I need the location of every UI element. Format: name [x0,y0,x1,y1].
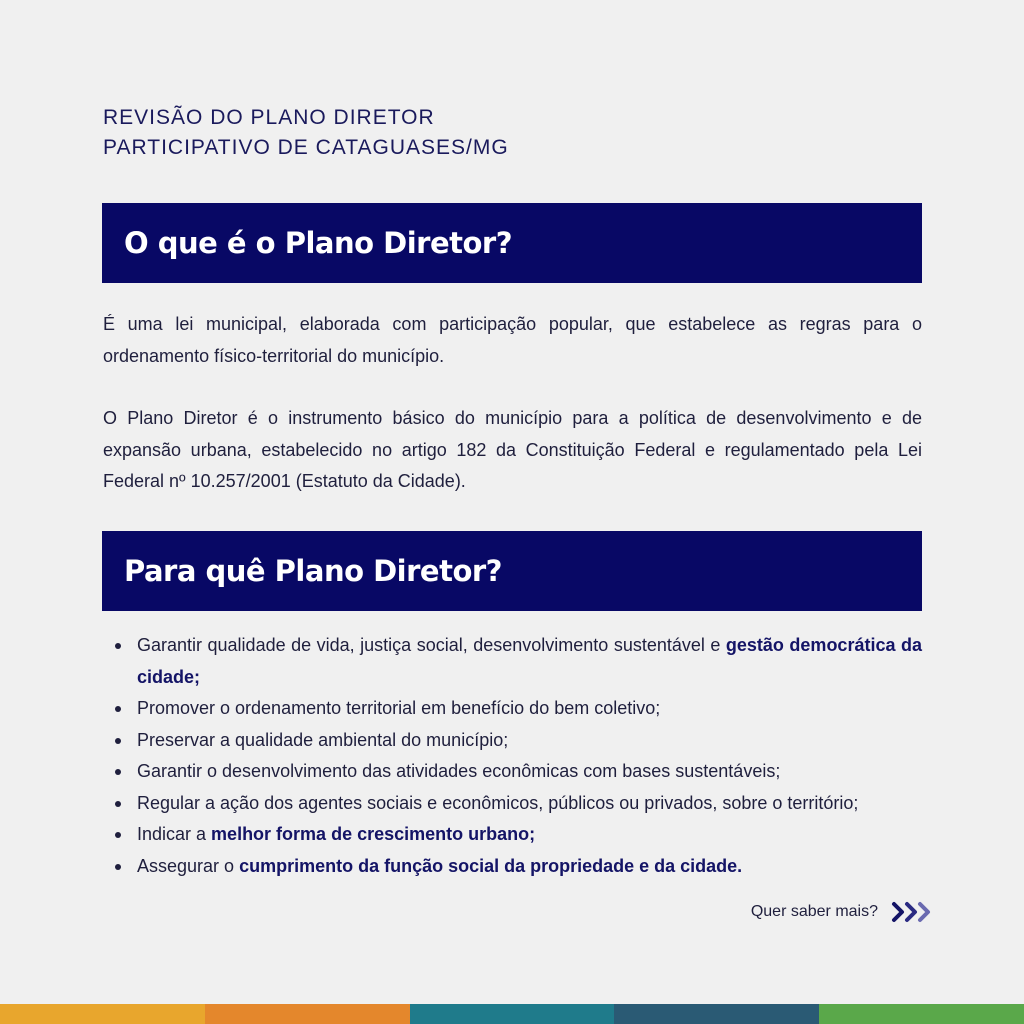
list-item [113,788,922,820]
list-item-text: Assegurar o [137,855,240,876]
bullet-icon [115,738,121,744]
list-item-text: Promover o ordenamento territorial em benefício do bem coletivo; [137,698,661,718]
list-item-emphasis: gestão democrática da cidade; [137,635,922,687]
list-item [113,725,922,757]
footer-color-segment [410,1004,615,1024]
list-item-emphasis: cumprimento da função social da propriedade e da cidade. [239,855,743,876]
bullet-icon [115,832,121,838]
page-title-line-2: PARTICIPATIVO DE CATAGUASES/MG [103,136,509,159]
list-item [113,756,922,788]
list-item [113,693,922,725]
list-item-emphasis: melhor forma de crescimento urbano; [211,824,536,844]
paragraph: É uma lei municipal, elaborada com participação popular, que estabelece as regras para o ordenamento físico-territorial do município. [103,314,922,366]
list-item-text: Garantir o desenvolvimento das atividades econômicas com bases sustentáveis; [137,761,781,781]
list-item-text: Regular a ação dos agentes sociais e econômicos, públicos ou privados, sobre o território; [137,792,859,813]
footer-color-segment [0,1004,205,1024]
bullet-icon [115,864,121,870]
paragraph: O Plano Diretor é o instrumento básico do município para a política de desenvolvimento e de expansão urbana, estabelecido no artigo 182 da Constituição Federal e regulamentado pela Lei Federal nº 10.257/2001 (Estatuto da Cidade). [103,408,922,491]
footer-color-bar [0,1004,1024,1024]
section-heading: O que é o Plano Diretor? [124,226,513,260]
page-title-line-1: REVISÃO DO PLANO DIRETOR [103,106,435,129]
page-title [103,103,509,163]
list-item-text: Preservar a qualidade ambiental do município; [137,729,509,750]
list-item [113,630,922,693]
footer-color-segment [819,1004,1024,1024]
bullet-list [113,630,922,882]
read-more-link[interactable] [751,900,936,924]
footer-color-segment [614,1004,819,1024]
section-heading: Para quê Plano Diretor? [124,554,503,588]
bullet-icon [115,706,121,712]
footer-color-segment [205,1004,410,1024]
read-more-label: Quer saber mais? [750,903,878,920]
section-heading-banner [102,203,922,283]
bullet-icon [115,643,121,649]
list-item [113,851,922,883]
bullet-icon [115,769,121,775]
bullet-icon [115,801,121,807]
list-item-text: Garantir qualidade de vida, justiça social, desenvolvimento sustentável e [137,635,726,655]
section-heading-banner [102,531,922,611]
list-item [113,819,922,851]
list-item-text: Indicar a [137,824,212,844]
triple-chevron-right-icon [890,900,936,924]
